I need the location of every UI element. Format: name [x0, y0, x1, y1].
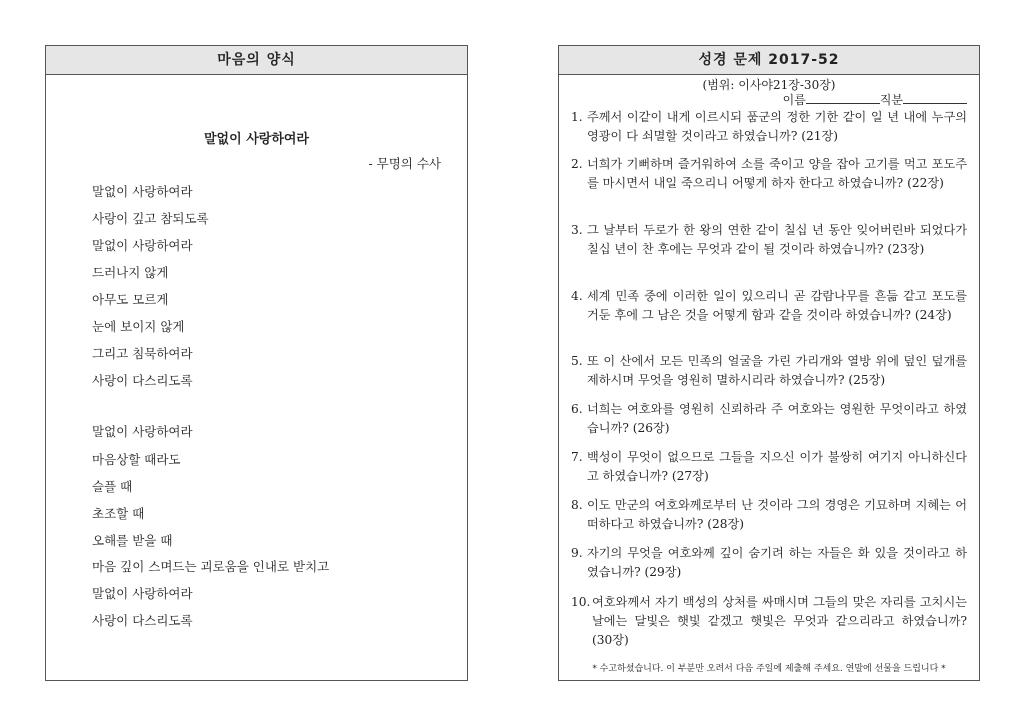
- question-text: 그 날부터 두로가 한 왕의 연한 같이 칠십 년 동안 잊어버린바 되었다가 칠십 년이 찬 후에는 무엇과 같이 될 것이라 하였습니까? (23장): [587, 223, 967, 256]
- question-text: 너희가 기뻐하며 즐거워하여 소를 죽이고 양을 잡아 고기를 먹고 포도주를 마시면서 내일 죽으리니 어떻게 하자 한다고 하였습니까? (22장): [587, 157, 967, 190]
- question-item: [571, 287, 967, 325]
- question-item: [571, 448, 967, 486]
- poem-line: 말없이 사랑하여라: [92, 184, 193, 199]
- name-blank[interactable]: [806, 92, 880, 104]
- poem-line: 눈에 보이지 않게: [92, 319, 185, 334]
- question-text: 주께서 이같이 내게 이르시되 품군의 정한 기한 같이 일 년 내에 누구의 영광이 다 쇠멸할 것이라고 하였습니까? (21장): [587, 110, 967, 143]
- question-item: [571, 352, 967, 390]
- name-label: 이름: [782, 93, 806, 107]
- poem-line: 말없이 사랑하여라: [92, 586, 193, 601]
- poem-line: 사랑이 다스리도록: [92, 613, 193, 628]
- question-text: 세계 민족 중에 이러한 일이 있으리니 곧 감람나무를 흔듦 같고 포도를 거둔 후에 그 남은 것을 어떻게 함과 같을 것이라 하였습니까? (24장): [587, 289, 967, 322]
- question-text: 너희는 여호와를 영원히 신뢰하라 주 여호와는 영원한 무엇이라고 하였습니까? (26장): [587, 402, 967, 435]
- quiz-panel-header: 성경 문제 2017-52: [559, 46, 979, 75]
- poem-line: 초조할 때: [92, 506, 145, 521]
- question-item: [571, 544, 967, 582]
- poem-line: 말없이 사랑하여라: [92, 238, 193, 253]
- poem-line: 아무도 모르게: [92, 292, 169, 307]
- question-text: 백성이 무엇이 없으므로 그들을 지으신 이가 불쌍히 여기지 아니하신다고 하였습니까? (27장): [587, 450, 967, 483]
- poem-author: - 무명의 수사: [368, 156, 441, 171]
- question-number: 8.: [571, 498, 583, 512]
- question-number: 4.: [571, 289, 583, 303]
- question-number: 9.: [571, 546, 583, 560]
- quiz-panel: [558, 45, 980, 681]
- question-text: 또 이 산에서 모든 민족의 얼굴을 가린 가리개와 열방 위에 덮인 덮개를 제하시며 무엇을 영원히 멸하시리라 하였습니까? (25장): [587, 354, 967, 387]
- question-number: 3.: [571, 223, 583, 237]
- question-item: [571, 221, 967, 259]
- poem-panel: [45, 45, 468, 681]
- quiz-footnote: * 수고하셨습니다. 이 부분만 오려서 다음 주일에 제출해 주세요. 연말에 선물을 드립니다 *: [592, 664, 946, 674]
- question-item: [571, 496, 967, 534]
- poem-line: 드러나지 않게: [92, 265, 169, 280]
- question-number: 1.: [571, 110, 583, 124]
- question-item: [571, 593, 967, 650]
- question-number: 7.: [571, 450, 583, 464]
- poem-line: 슬플 때: [92, 479, 133, 494]
- question-text: 이도 만군의 여호와께로부터 난 것이라 그의 경영은 기묘하며 지혜는 어떠하다고 하였습니까? (28장): [587, 498, 967, 531]
- poem-line: 오해를 받을 때: [92, 533, 173, 548]
- poem-title: 말없이 사랑하여라: [204, 132, 309, 147]
- poem-line: 사랑이 다스리도록: [92, 373, 193, 388]
- question-item: [571, 155, 967, 193]
- name-role-fields: [783, 91, 967, 108]
- question-text: 여호와께서 자기 백성의 상처를 싸매시며 그들의 맞은 자리를 고치시는 날에는 달빛은 햇빛 같겠고 햇빛은 무엇과 같으리라고 하였습니까? (30장): [592, 595, 967, 647]
- poem-line: 사랑이 깊고 참되도록: [92, 211, 209, 226]
- question-number: 2.: [571, 157, 583, 171]
- poem-line: 마음 깊이 스며드는 괴로움을 인내로 받치고: [92, 559, 330, 574]
- question-item: [571, 400, 967, 438]
- question-number: 6.: [571, 402, 583, 416]
- question-item: [571, 108, 967, 146]
- poem-line: 말없이 사랑하여라: [92, 424, 193, 439]
- poem-line: 마음상할 때라도: [92, 452, 181, 467]
- question-text: 자기의 무엇을 여호와께 깊이 숨기려 하는 자들은 화 있을 것이라고 하였습니까? (29장): [587, 546, 967, 579]
- role-blank[interactable]: [903, 92, 967, 104]
- quiz-range: (범위: 이사야21장-30장): [702, 78, 836, 92]
- question-number: 5.: [571, 354, 583, 368]
- role-label: 직분: [879, 93, 903, 107]
- poem-line: 그리고 침묵하여라: [92, 346, 193, 361]
- question-number: 10.: [571, 595, 591, 609]
- poem-panel-header: 마음의 양식: [46, 46, 467, 75]
